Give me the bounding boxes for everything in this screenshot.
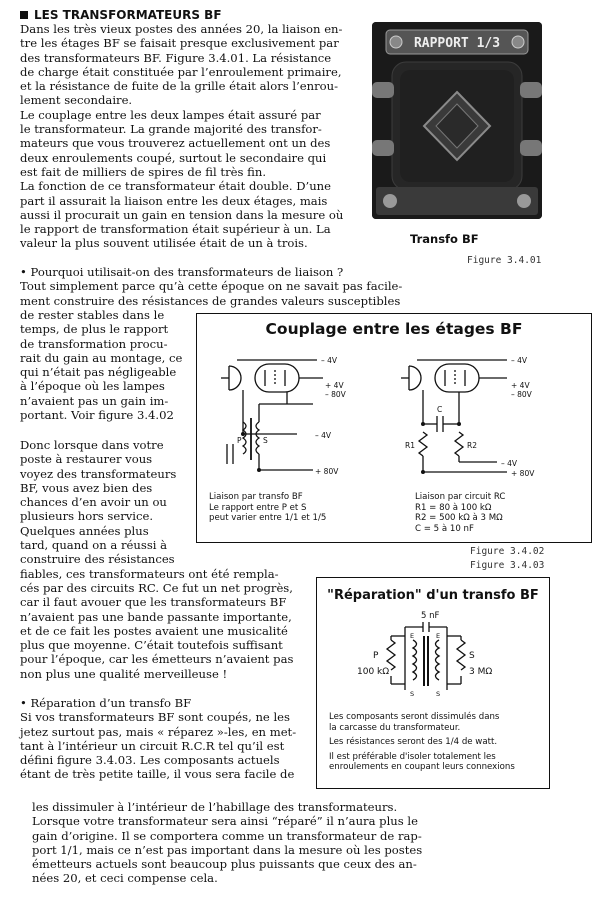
text-line: et de ce fait les postes avaient une musicalité xyxy=(20,623,288,638)
text-line: étant de très petite taille, il vous sera facile de xyxy=(20,767,295,782)
left-caption xyxy=(209,492,326,524)
text-line: et la résistance de fuite de la grille était alors l’enrou- xyxy=(20,79,339,94)
repair-schematic xyxy=(317,606,549,706)
text-line: port 1/1, mais ce n’est pas important dans la mesure où les postes xyxy=(32,842,423,857)
text-line: plusieurs hors service. xyxy=(20,509,154,524)
text-line: Le couplage entre les deux lampes était assuré par xyxy=(20,107,321,122)
text-line: part il assurait la liaison entre les deux étages, mais xyxy=(20,193,328,208)
coupling-schematic xyxy=(197,344,591,494)
text-line: Tout simplement parce qu’à cette époque on ne savait pas facile- xyxy=(20,279,403,294)
caption-line: Le rapport entre P et S xyxy=(209,502,307,513)
text-line: La fonction de ce transformateur était double. D’une xyxy=(20,179,331,194)
text-line: qui n’était pas négligeable xyxy=(20,365,177,380)
why-paragraph-continued xyxy=(20,308,182,422)
text-line: Lorsque votre transformateur sera ainsi “réparé” il n’aura plus le xyxy=(32,814,418,829)
text-line: de rester stables dans le xyxy=(20,308,165,322)
text-line: fiables, ces transformateurs ont été rempla- xyxy=(20,566,279,581)
text-line: valeur la plus souvent utilisée était de un à trois. xyxy=(20,236,308,251)
text-line: tard, quand on a réussi à xyxy=(20,538,168,553)
repair-paragraph xyxy=(20,696,296,782)
text-line: Dans les très vieux postes des années 20, la liaison en- xyxy=(20,22,343,36)
label-c: C xyxy=(437,405,443,414)
text-line: BF, vous avez bien des xyxy=(20,480,153,495)
final-paragraph xyxy=(32,800,422,886)
label-r2: R2 xyxy=(467,441,477,450)
caption-line: peut varier entre 1/1 et 1/5 xyxy=(209,513,327,523)
label-plus-80v: + 80V xyxy=(315,467,339,476)
final-paragraph-strip xyxy=(0,800,432,900)
text-line: jetez surtout pas, mais « réparez »-les, en met- xyxy=(20,724,297,739)
label-p: P xyxy=(237,436,242,445)
rapport-plate-text: RAPPORT 1/3 xyxy=(413,36,501,51)
text-line: • Réparation d’un transfo BF xyxy=(20,696,192,710)
section-title: LES TRANSFORMATEURS BF xyxy=(34,8,222,22)
text-line: cés par des circuits RC. Ce fut un net progrès, xyxy=(20,580,293,595)
text-line: poste à restaurer vous xyxy=(20,452,153,467)
text-line: défini figure 3.4.03. Les composants actuels xyxy=(20,753,280,768)
caption-line: Liaison par circuit RC xyxy=(415,492,506,502)
text-line: deux enroulements coupé, surtout le secondaire qui xyxy=(20,150,327,165)
caption-line: C = 5 à 10 nF xyxy=(415,523,474,534)
s-value: 3 MΩ xyxy=(469,667,493,677)
text-line: Quelques années plus xyxy=(20,523,149,538)
text-line: n’avaient pas une bande passante importante, xyxy=(20,609,292,624)
text-line: émetteurs actuels sont beaucoup plus puissants que ceux des an- xyxy=(32,857,417,872)
cap-value: 5 nF xyxy=(421,611,440,621)
text-line: lement secondaire. xyxy=(20,93,133,108)
label-minus-4v: – 4V xyxy=(315,431,332,440)
note-line: Les résistances seront des 1/4 de watt. xyxy=(329,737,498,747)
text-line: voyez des transformateurs xyxy=(20,466,177,481)
repair-notes xyxy=(329,712,515,773)
text-line: à l’époque où les lampes xyxy=(20,379,165,394)
text-line: de charge était constituée par l’enroulement primaire, xyxy=(20,64,342,79)
transformer-photo xyxy=(372,22,542,219)
figure-label-3-4-02: Figure 3.4.02 xyxy=(470,546,545,557)
text-line: portant. Voir figure 3.4.02 xyxy=(20,408,174,423)
text-line: ment construire des résistances de grandes valeurs susceptibles xyxy=(20,293,401,308)
label-plus-4v: + 4V xyxy=(325,381,344,390)
text-line: est fait de milliers de spires de fil très fin. xyxy=(20,164,267,179)
square-bullet-icon xyxy=(20,11,28,19)
label-p: P xyxy=(373,651,379,661)
text-line: car il faut avouer que les transformateurs BF xyxy=(20,595,287,610)
text-line: le transformateur. La grande majorité des transfor- xyxy=(20,122,322,137)
why-paragraph xyxy=(20,265,402,308)
section-heading xyxy=(20,8,222,22)
text-line: construire des résistances xyxy=(20,552,175,567)
note-line: enroulements en coupant leurs connexions xyxy=(329,762,515,772)
text-line: plus que moyenne. C’était toutefois suffisant xyxy=(20,638,283,653)
label-s: S xyxy=(263,436,268,445)
figure-title: "Réparation" d'un transfo BF xyxy=(327,588,539,603)
label-e: E xyxy=(436,632,441,640)
p-value: 100 kΩ xyxy=(357,667,390,677)
text-line: gain d’origine. Il se comportera comme un transformateur de rap- xyxy=(32,828,422,843)
text-line: des transformateurs BF. Figure 3.4.01. La résistance xyxy=(20,50,332,65)
text-line: non plus une qualité merveilleuse ! xyxy=(20,666,228,681)
text-line: • Pourquoi utilisait-on des transformateurs de liaison ? xyxy=(20,265,344,279)
figure-3-4-02-box xyxy=(196,313,592,543)
caption-line: R2 = 500 kΩ à 3 MΩ xyxy=(415,513,503,523)
text-line: le rapport de transformation était supérieur à un. La xyxy=(20,222,331,237)
text-line: aussi il procurait un gain en tension dans la mesure où xyxy=(20,207,344,222)
text-line: tant à l’intérieur un circuit R.C.R tel qu’il est xyxy=(20,738,285,753)
text-line: Donc lorsque dans votre xyxy=(20,438,164,452)
label-s-small: S xyxy=(410,690,415,698)
text-line: les dissimuler à l’intérieur de l’habillage des transformateurs. xyxy=(32,800,398,814)
text-line: n’avaient pas un gain im- xyxy=(20,393,169,408)
figure-3-4-03-box xyxy=(316,577,550,789)
label-minus-80v: – 80V xyxy=(511,390,532,399)
photo-caption: Transfo BF xyxy=(410,232,479,246)
label-r1: R1 xyxy=(405,441,415,450)
text-line: pour l’époque, car les émetteurs n’avaient pas xyxy=(20,652,294,667)
text-line: rait du gain au montage, ce xyxy=(20,350,183,365)
figure-label-3-4-01: Figure 3.4.01 xyxy=(467,255,542,266)
note-line: Les composants seront dissimulés dans xyxy=(329,712,500,722)
text-line: de transformation procu- xyxy=(20,336,168,351)
label-minus-80v: – 80V xyxy=(325,390,346,399)
right-caption xyxy=(415,492,505,534)
label-s-small: S xyxy=(436,690,441,698)
label-minus-4v: – 4V xyxy=(321,356,338,365)
text-line: tre les étages BF se faisait presque exclusivement par xyxy=(20,36,339,51)
text-line: chances d’en avoir un ou xyxy=(20,495,167,510)
intro-paragraph xyxy=(20,22,343,251)
note-line: la carcasse du transformateur. xyxy=(329,722,461,733)
label-s: S xyxy=(469,651,475,661)
label-e: E xyxy=(410,632,415,640)
label-minus-4v: – 4V xyxy=(501,459,518,468)
label-minus-4v: – 4V xyxy=(511,356,528,365)
label-plus-4v: + 4V xyxy=(511,381,530,390)
caption-line: R1 = 80 à 100 kΩ xyxy=(415,502,492,513)
transformer-image xyxy=(372,22,542,219)
label-plus-80v: + 80V xyxy=(511,469,535,478)
text-line: temps, de plus le rapport xyxy=(20,322,169,337)
figure-title: Couplage entre les étages BF xyxy=(265,320,523,338)
figure-label-3-4-03: Figure 3.4.03 xyxy=(470,560,545,571)
text-line: Si vos transformateurs BF sont coupés, ne les xyxy=(20,710,290,725)
caption-line: Liaison par transfo BF xyxy=(209,492,303,502)
note-line: Il est préférable d'isoler totalement les xyxy=(329,751,496,762)
text-line: nées 20, et ceci compense cela. xyxy=(32,871,218,886)
text-line: mateurs que vous trouverez actuellement ont un des xyxy=(20,136,331,151)
